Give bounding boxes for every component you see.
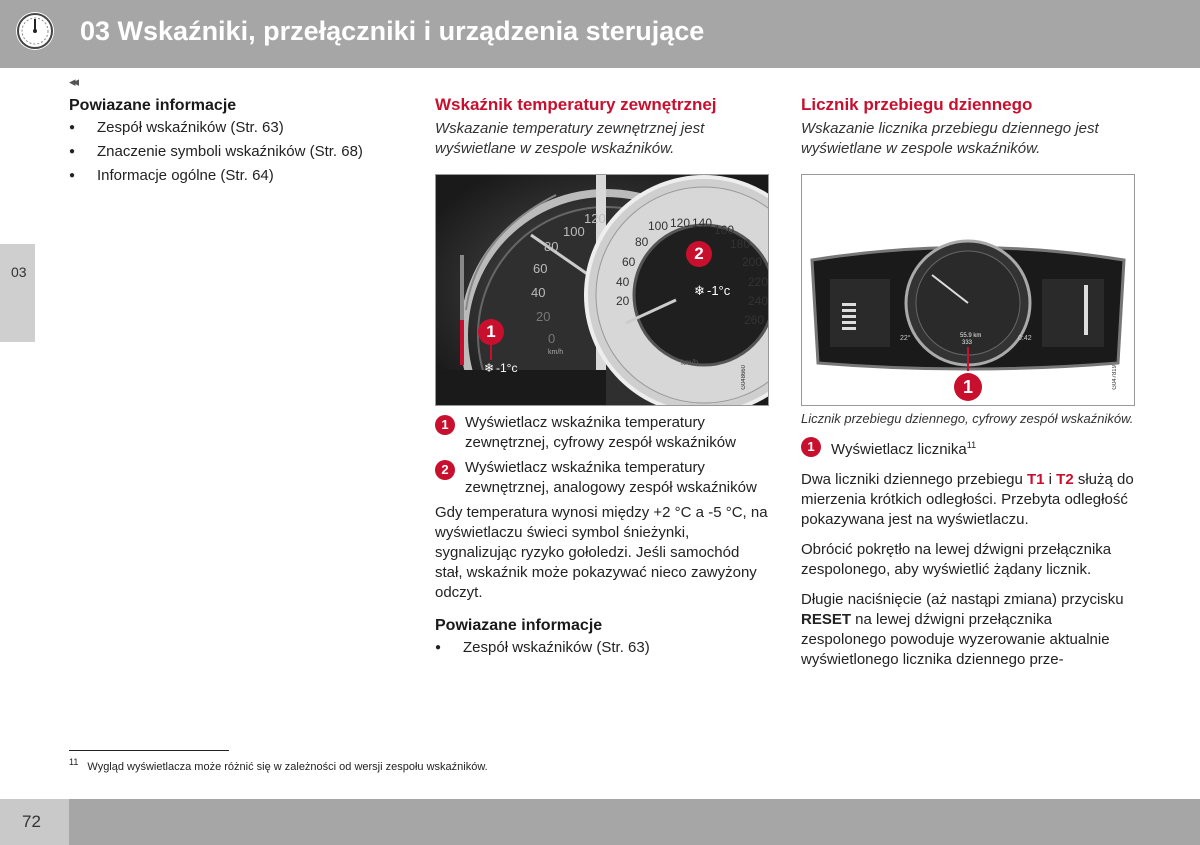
figure-caption: Licznik przebiegu dziennego, cyfrowy zespół wskaźników. xyxy=(801,411,1134,426)
footnote-ref[interactable]: 11 xyxy=(966,440,977,450)
related-link[interactable]: ● Zespół wskaźników (Str. 63) xyxy=(69,118,399,138)
callout-text: Wyświetlacz wskaźnika temperatury zewnętrznej, analogowy zespół wskaźników xyxy=(465,459,757,496)
tick-label: 40 xyxy=(531,285,546,300)
callout-text: Wyświetlacz wskaźnika temperatury zewnętrznej, cyfrowy zespół wskaźników xyxy=(465,414,736,451)
page-footer xyxy=(0,799,1200,845)
footnote-number: 11 xyxy=(69,757,79,767)
trip-meter-section xyxy=(801,95,1136,159)
tick-label: 60 xyxy=(533,261,548,276)
tick-label: 200 xyxy=(742,255,763,269)
tick-label: 100 xyxy=(648,219,669,233)
related-info-section xyxy=(69,97,399,190)
callout-line xyxy=(490,345,492,360)
callout-badge: 1 xyxy=(801,437,821,457)
chapter-tab[interactable] xyxy=(0,244,35,342)
tick-label: 140 xyxy=(692,216,713,230)
reset-button-label: RESET xyxy=(801,611,852,628)
figure-code: G047819 xyxy=(1112,365,1118,390)
callout-badge: 1 xyxy=(435,415,455,435)
body-paragraph: Gdy temperatura wynosi między +2 °C a -5 °C, na wyświetlaczu świeci symbol śnieżynki, sygnalizując ryzyko gołoledzi. Jeśli samochód stał, wskaźnik może pokazywać nieco zawyżony odczyt. xyxy=(435,504,768,601)
temp-readout: 22° xyxy=(900,335,911,342)
chapter-tab-label: 03 xyxy=(11,264,27,280)
trip-meter-body xyxy=(801,411,1136,680)
related-link[interactable]: ● Informacje ogólne (Str. 64) xyxy=(69,166,399,186)
text-run: Dwa liczniki dziennego przebiegu xyxy=(801,471,1027,488)
related-links-list xyxy=(69,118,399,186)
text-run: Długie naciśnięcie (aż nastąpi zmiana) przycisku xyxy=(801,591,1124,608)
related-link[interactable]: ● Zespół wskaźników (Str. 63) xyxy=(435,638,770,658)
trip-readout: 55.9 km xyxy=(960,333,982,339)
back-nav-icon[interactable]: ◂◂ xyxy=(69,74,77,89)
callout-badge: 1 xyxy=(478,319,504,345)
outside-temp-section xyxy=(435,95,770,159)
tick-label: 120 xyxy=(584,211,606,226)
trip-t2-label: T2 xyxy=(1056,471,1074,488)
figure-code: G048660 xyxy=(741,365,747,390)
section-intro: Wskazanie temperatury zewnętrznej jest wyświetlane w zespole wskaźników. xyxy=(435,120,705,157)
tick-label: 160 xyxy=(714,223,735,237)
tick-label: 0 xyxy=(548,331,556,346)
callout-badge: 2 xyxy=(435,460,455,480)
footnote-divider xyxy=(69,750,229,751)
odometer-readout: 333 xyxy=(962,340,973,346)
text-run: na lewej dźwigni przełącznika zespolonego powoduje wyzerowanie aktualnie wyświetlonego licznika dziennego prze- xyxy=(801,611,1110,668)
tick-label: 40 xyxy=(616,275,630,289)
related-links-list xyxy=(435,638,770,658)
page-number: 72 xyxy=(22,812,41,831)
tick-label: 240 xyxy=(748,294,769,308)
section-intro: Wskazanie licznika przebiegu dziennego jest wyświetlane w zespole wskaźników. xyxy=(801,120,1099,157)
tick-label: 20 xyxy=(536,309,551,324)
clock-readout: 0:42 xyxy=(1018,335,1032,342)
gauge-logo-icon xyxy=(16,12,54,50)
callout-item xyxy=(801,435,1136,460)
text-run: służą do mierzenia krótkich odległości. Przebyta odległość pokazywana jest na wyświetlaczu. xyxy=(801,471,1134,528)
tick-label: 20 xyxy=(616,294,630,308)
body-paragraph xyxy=(801,470,1136,530)
snowflake-icon: ❄ xyxy=(694,283,705,298)
section-heading: Licznik przebiegu dziennego xyxy=(801,95,1033,114)
callout-item xyxy=(435,458,770,498)
section-heading: Wskaźnik temperatury zewnętrznej xyxy=(435,95,717,114)
chapter-title: 03 Wskaźniki, przełączniki i urządzenia sterujące xyxy=(80,16,705,46)
callout-item xyxy=(435,413,770,453)
callout-badge: 2 xyxy=(686,241,712,267)
tick-label: 100 xyxy=(563,224,585,239)
body-paragraph xyxy=(801,590,1136,670)
temp-readout: -1°c xyxy=(707,283,731,298)
page-header xyxy=(0,0,1200,68)
tick-label: 60 xyxy=(622,255,636,269)
tick-label: 80 xyxy=(544,239,559,254)
outside-temp-body xyxy=(435,413,770,662)
footnote xyxy=(69,757,488,773)
text-run: i xyxy=(1044,471,1057,488)
trip-meter-figure xyxy=(801,174,1135,406)
related-link[interactable]: ● Znaczenie symboli wskaźników (Str. 68) xyxy=(69,142,399,162)
footnote-text: Wygląd wyświetlacza może różnić się w zależności od wersji zespołu wskaźników. xyxy=(87,760,488,773)
tick-label: 260 xyxy=(744,313,765,327)
tick-label: 120 xyxy=(670,216,691,230)
trip-t1-label: T1 xyxy=(1026,471,1045,488)
body-paragraph: Obrócić pokrętło na lewej dźwigni przełącznika zespolonego, aby wyświetlić żądany licznik. xyxy=(801,541,1112,578)
temperature-gauge-figure xyxy=(435,174,769,406)
unit-label: km/h xyxy=(548,349,564,356)
section-heading: Powiazane informacje xyxy=(69,97,237,114)
tick-label: 220 xyxy=(748,275,769,289)
temp-readout: -1°c xyxy=(496,361,518,375)
unit-label: km/h xyxy=(681,358,699,367)
callout-badge: 1 xyxy=(954,373,982,401)
section-heading: Powiazane informacje xyxy=(435,617,603,634)
snowflake-icon: ❄ xyxy=(484,361,495,375)
tick-label: 80 xyxy=(635,235,649,249)
callout-text: Wyświetlacz licznika xyxy=(831,441,967,458)
tick-label: 180 xyxy=(730,237,751,251)
